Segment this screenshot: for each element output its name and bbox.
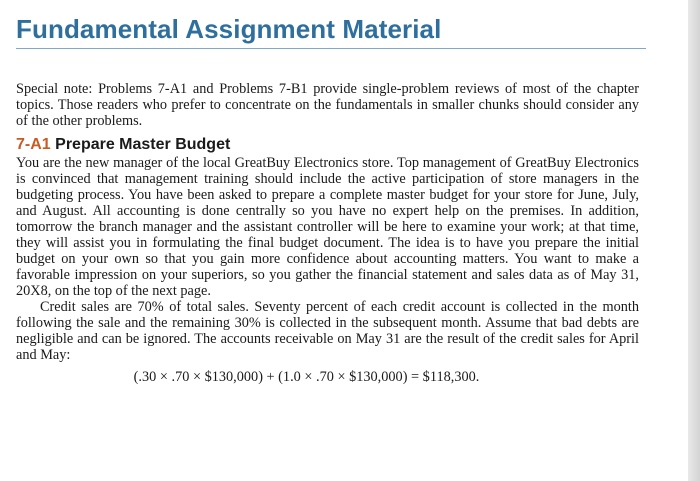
problem-heading bbox=[16, 136, 639, 154]
heading-divider bbox=[16, 48, 646, 49]
page-edge-shadow bbox=[688, 0, 700, 481]
problem-paragraph-2: Credit sales are 70% of total sales. Seventy percent of each credit account is collected in the month following the sale and the remaining 30% is collected in the subsequent month. Assume that bad debts are negligible and can be ignored. The accounts receivable on May 31 are the result of the credit sales for April and May: bbox=[16, 299, 639, 363]
section-heading: Fundamental Assignment Material bbox=[16, 14, 442, 44]
receivables-formula: (.30 × .70 × $130,000) + (1.0 × .70 × $130,000) = $118,300. bbox=[133, 369, 480, 385]
problem-paragraph-1: You are the new manager of the local GreatBuy Electronics store. Top management of GreatBuy Electronics is convinced that management training should include the active participation of store managers in the budgeting process. You have been asked to prepare a complete master budget for your store for June, July, and August. All accounting is done centrally so you have no expert help on the premises. In addition, tomorrow the branch manager and the assistant controller will be here to examine your work; at that time, they will assist you in formulating the final budget document. The idea is to have you prepare the initial budget on your own so that you gain more confidence about accounting matters. You want to make a favorable impression on your superiors, so you gather the financial statement and sales data as of May 31, 20X8, on the top of the next page. bbox=[16, 155, 639, 299]
special-note: Special note: Problems 7-A1 and Problems 7-B1 provide single-problem reviews of most of the chapter topics. Those readers who prefer to concentrate on the fundamentals in smaller chunks should consider any of the other problems. bbox=[16, 81, 639, 129]
page-content bbox=[16, 81, 639, 385]
problem-title: Prepare Master Budget bbox=[55, 136, 231, 153]
problem-number: 7-A1 bbox=[16, 136, 51, 153]
